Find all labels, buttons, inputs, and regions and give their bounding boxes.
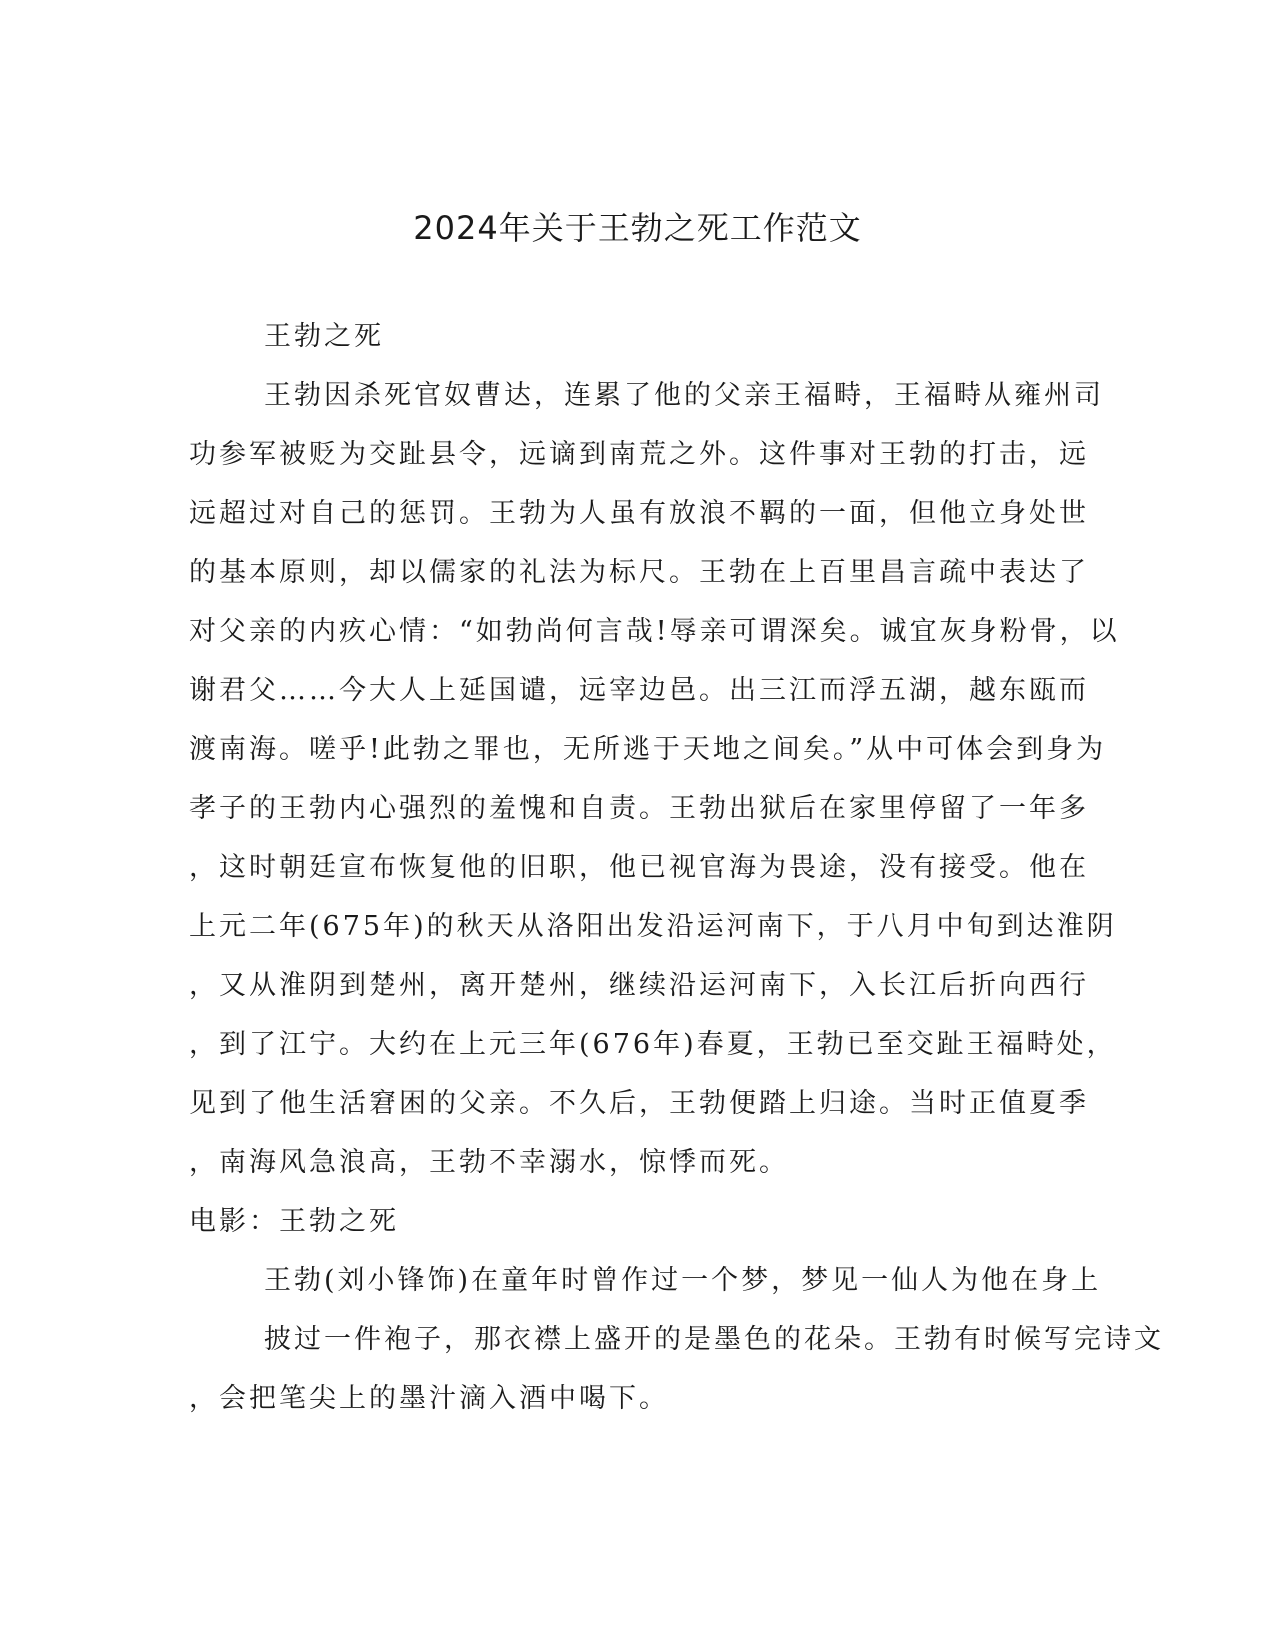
paragraph-line: 披过一件袍子，那衣襟上盛开的是墨色的花朵。王勃有时候写完诗文 [264,1324,1164,1355]
paragraph-line: 的基本原则，却以儒家的礼法为标尺。王勃在上百里昌言疏中表达了 [189,557,1089,588]
paragraph-line: 功参军被贬为交趾县令，远谪到南荒之外。这件事对王勃的打击，远 [189,439,1089,470]
section-heading: 王勃之死 [264,321,384,352]
section-heading: 王勃(刘小锋饰)在童年时曾作过一个梦，梦见一仙人为他在身上 [264,1265,1102,1296]
paragraph-line: 见到了他生活窘困的父亲。不久后，王勃便踏上归途。当时正值夏季 [189,1088,1089,1119]
paragraph-line: 对父亲的内疚心情：“如勃尚何言哉!辱亲可谓深矣。诚宜灰身粉骨，以 [189,616,1120,647]
paragraph-line: 王勃因杀死官奴曹达，连累了他的父亲王福畤，王福畤从雍州司 [264,380,1104,411]
paragraph-line: 电影：王勃之死 [189,1206,399,1237]
paragraph-line: 远超过对自己的惩罚。王勃为人虽有放浪不羁的一面，但他立身处世 [189,498,1089,529]
paragraph-line: ，到了江宁。大约在上元三年(676年)春夏，王勃已至交趾王福畤处， [189,1029,1117,1060]
paragraph-line: 谢君父……今大人上延国谴，远宰边邑。出三江而浮五湖，越东瓯而 [189,675,1089,706]
document-title: 2024年关于王勃之死工作范文 [413,209,862,247]
paragraph-line: ，又从淮阴到楚州，离开楚州，继续沿运河南下，入长江后折向西行 [189,970,1089,1001]
paragraph-line: ，这时朝廷宣布恢复他的旧职，他已视官海为畏途，没有接受。他在 [189,852,1089,883]
paragraph-line: 上元二年(675年)的秋天从洛阳出发沿运河南下，于八月中旬到达淮阴 [189,911,1117,942]
paragraph-line: 渡南海。嗟乎!此勃之罪也，无所逃于天地之间矣。”从中可体会到身为 [189,734,1107,765]
paragraph-line: 孝子的王勃内心强烈的羞愧和自责。王勃出狱后在家里停留了一年多 [189,793,1089,824]
paragraph-line: ，南海风急浪高，王勃不幸溺水，惊悸而死。 [189,1147,789,1178]
paragraph-line: ，会把笔尖上的墨汁滴入酒中喝下。 [189,1383,669,1414]
